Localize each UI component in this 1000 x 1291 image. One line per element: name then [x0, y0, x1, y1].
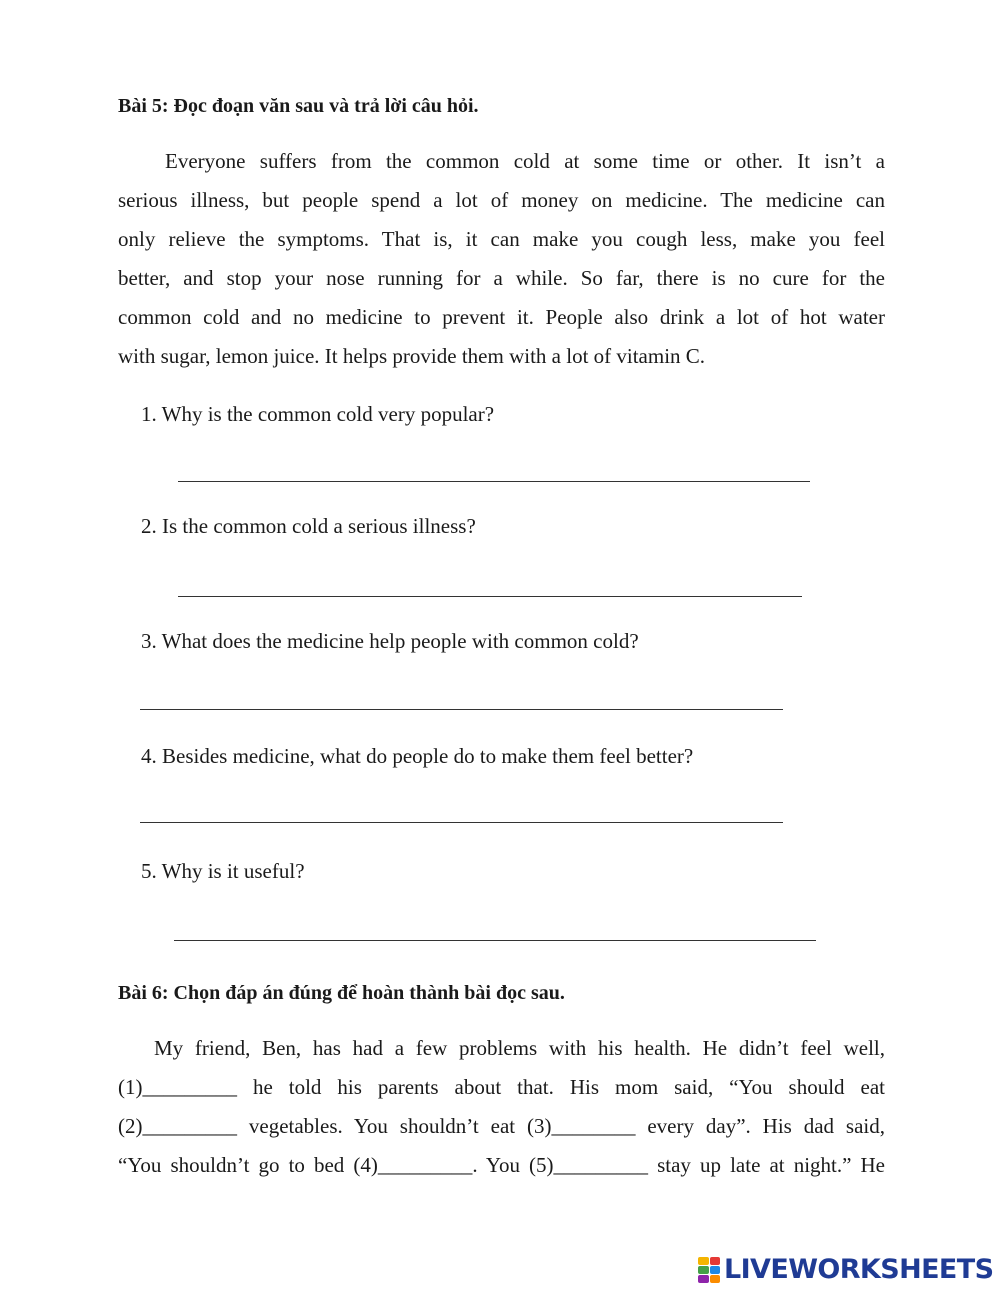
liveworksheets-logo-icon [698, 1257, 720, 1283]
passage-line: (2)_________ vegetables. You shouldn’t eat (3)________ every day”. His dad said, [118, 1114, 885, 1138]
passage-line: with sugar, lemon juice. It helps provide them with a lot of vitamin C. [118, 344, 706, 368]
question-5: 5. Why is it useful? [141, 859, 305, 883]
passage-line: common cold and no medicine to prevent it. People also drink a lot of hot water [118, 305, 885, 329]
passage-line: only relieve the symptoms. That is, it can make you cough less, make you feel [118, 227, 885, 251]
answer-line-2[interactable] [178, 596, 802, 597]
exercise-5-passage [118, 142, 885, 376]
exercise-5-heading: Bài 5: Đọc đoạn văn sau và trả lời câu hỏi. [118, 95, 479, 117]
passage-line: serious illness, but people spend a lot of money on medicine. The medicine can [118, 188, 885, 212]
logo-tile [710, 1257, 721, 1265]
passage-line: “You shouldn’t go to bed (4)_________. You (5)_________ stay up late at night.” He [118, 1153, 885, 1177]
logo-tile [710, 1275, 721, 1283]
liveworksheets-logo [698, 1255, 993, 1285]
answer-line-5[interactable] [174, 940, 816, 941]
passage-line: Everyone suffers from the common cold at some time or other. It isn’t a [165, 149, 885, 173]
exercise-6-heading: Bài 6: Chọn đáp án đúng để hoàn thành bài đọc sau. [118, 982, 565, 1004]
question-1: 1. Why is the common cold very popular? [141, 402, 495, 426]
logo-tile [698, 1266, 709, 1274]
passage-line: (1)_________ he told his parents about that. His mom said, “You should eat [118, 1075, 885, 1099]
answer-line-3[interactable] [140, 709, 783, 710]
question-4: 4. Besides medicine, what do people do to make them feel better? [141, 744, 694, 768]
logo-tile [698, 1275, 709, 1283]
answer-line-4[interactable] [140, 822, 783, 823]
question-2: 2. Is the common cold a serious illness? [141, 514, 476, 538]
passage-line: better, and stop your nose running for a while. So far, there is no cure for the [118, 266, 885, 290]
answer-line-1[interactable] [178, 481, 810, 482]
logo-tile [698, 1257, 709, 1265]
logo-tile [710, 1266, 721, 1274]
question-3: 3. What does the medicine help people with common cold? [141, 629, 639, 653]
exercise-6-passage [118, 1029, 885, 1185]
liveworksheets-logo-text: LIVEWORKSHEETS [724, 1254, 994, 1285]
passage-line: My friend, Ben, has had a few problems with his health. He didn’t feel well, [154, 1036, 885, 1060]
